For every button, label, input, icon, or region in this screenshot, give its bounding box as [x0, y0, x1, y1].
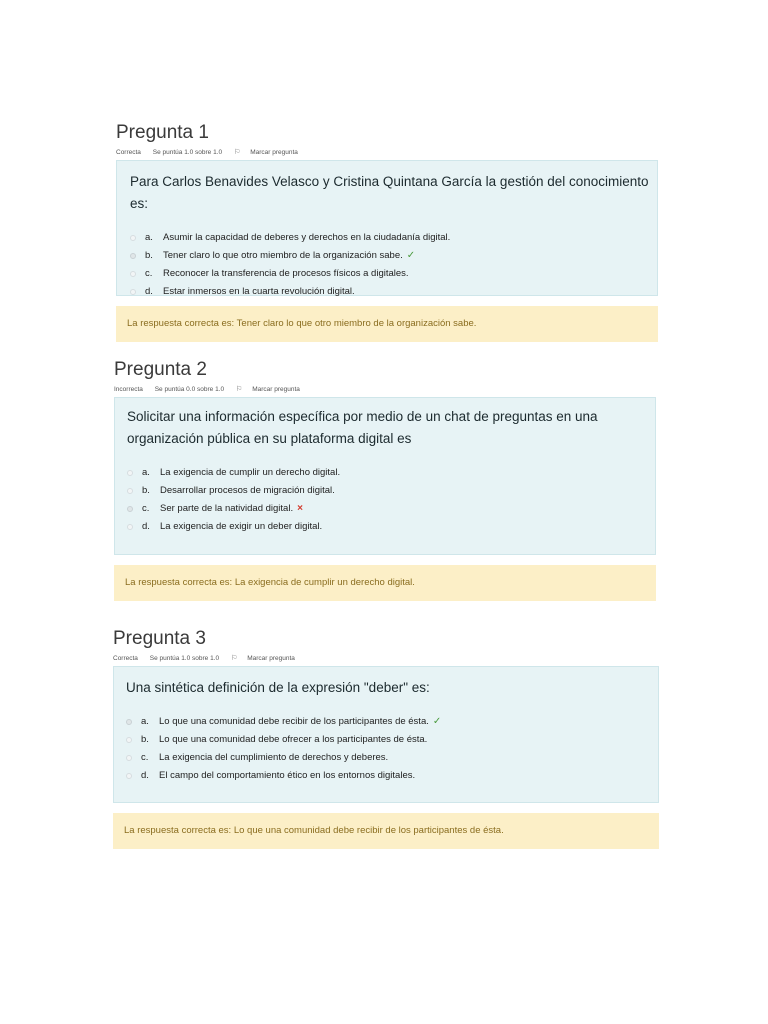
- answer-letter: d.: [141, 770, 149, 781]
- question-title: Pregunta 2: [114, 359, 207, 380]
- flag-icon: ⚐: [230, 655, 238, 662]
- cross-icon: ×: [297, 503, 303, 514]
- answer-option-c[interactable]: [130, 265, 657, 283]
- question-3: [113, 628, 659, 849]
- answer-letter: c.: [141, 752, 149, 763]
- flag-question-link[interactable]: [234, 149, 308, 156]
- question-2: [114, 359, 656, 601]
- answer-letter: b.: [145, 250, 153, 261]
- question-text-line-2: organización pública en su plataforma digital es: [127, 431, 412, 446]
- radio-button[interactable]: [130, 289, 136, 295]
- answer-option-a[interactable]: [126, 713, 658, 731]
- answer-option-a[interactable]: [127, 464, 655, 482]
- answer-option-c[interactable]: [126, 749, 658, 767]
- answer-text: La exigencia del cumplimiento de derechos y deberes.: [159, 752, 389, 763]
- answer-list: [130, 229, 657, 301]
- answer-option-d[interactable]: [127, 518, 655, 536]
- answer-list: [126, 713, 658, 785]
- question-text: Para Carlos Benavides Velasco y Cristina Quintana García la gestión del conocimiento es:: [130, 174, 649, 211]
- check-icon: ✓: [406, 250, 416, 261]
- question-title: Pregunta 3: [113, 628, 206, 649]
- answer-option-b[interactable]: [126, 731, 658, 749]
- correct-answer-feedback: La respuesta correcta es: Tener claro lo que otro miembro de la organización sabe.: [116, 306, 658, 342]
- radio-button[interactable]: [126, 773, 132, 779]
- answer-option-c[interactable]: [127, 500, 655, 518]
- answer-letter: a.: [141, 716, 149, 727]
- answer-option-d[interactable]: [126, 767, 658, 785]
- radio-button[interactable]: [127, 488, 133, 494]
- answer-text: Reconocer la transferencia de procesos físicos a digitales.: [163, 268, 409, 279]
- flag-question-link[interactable]: [236, 386, 310, 393]
- answer-text: Desarrollar procesos de migración digital.: [160, 485, 335, 496]
- radio-button-selected[interactable]: [126, 719, 132, 725]
- answer-text: La exigencia de exigir un deber digital.: [160, 521, 323, 532]
- answer-option-b[interactable]: [130, 247, 657, 265]
- radio-button[interactable]: [127, 524, 133, 530]
- answer-letter: d.: [145, 286, 153, 297]
- answer-text: La exigencia de cumplir un derecho digital.: [160, 467, 341, 478]
- question-score: Se puntúa 1.0 sobre 1.0: [152, 149, 223, 156]
- question-box: [113, 666, 659, 803]
- question-text: Una sintética definición de la expresión "deber" es:: [126, 680, 430, 695]
- answer-option-b[interactable]: [127, 482, 655, 500]
- question-info: [116, 148, 658, 158]
- question-1: [116, 122, 658, 342]
- flag-icon: ⚐: [233, 149, 241, 156]
- answer-option-d[interactable]: [130, 283, 657, 301]
- answer-text: Lo que una comunidad debe recibir de los participantes de ésta.: [159, 716, 429, 727]
- flag-icon: ⚐: [235, 386, 243, 393]
- answer-letter: b.: [142, 485, 150, 496]
- flag-question-link[interactable]: [231, 655, 305, 662]
- answer-text: Lo que una comunidad debe ofrecer a los participantes de ésta.: [159, 734, 428, 745]
- answer-letter: c.: [145, 268, 153, 279]
- radio-button[interactable]: [126, 755, 132, 761]
- answer-letter: b.: [141, 734, 149, 745]
- flag-question-label: Marcar pregunta: [250, 149, 298, 156]
- answer-text: Ser parte de la natividad digital.: [160, 503, 294, 514]
- answer-letter: a.: [142, 467, 150, 478]
- question-info: [114, 385, 656, 395]
- correct-answer-feedback: La respuesta correcta es: Lo que una comunidad debe recibir de los participantes de ésta.: [113, 813, 659, 849]
- radio-button[interactable]: [130, 271, 136, 277]
- question-status: Incorrecta: [114, 386, 143, 393]
- radio-button-selected[interactable]: [130, 253, 136, 259]
- question-score: Se puntúa 1.0 sobre 1.0: [149, 655, 220, 662]
- radio-button-selected[interactable]: [127, 506, 133, 512]
- answer-text: El campo del comportamiento ético en los entornos digitales.: [159, 770, 416, 781]
- question-box: [114, 397, 656, 555]
- radio-button[interactable]: [126, 737, 132, 743]
- question-text: [127, 406, 655, 450]
- answer-text: Tener claro lo que otro miembro de la organización sabe.: [163, 250, 403, 261]
- question-box: [116, 160, 658, 296]
- answer-option-a[interactable]: [130, 229, 657, 247]
- radio-button[interactable]: [127, 470, 133, 476]
- radio-button[interactable]: [130, 235, 136, 241]
- question-title: Pregunta 1: [116, 122, 209, 143]
- question-text-line-1: Solicitar una información específica por medio de un chat de preguntas en una: [127, 409, 598, 424]
- answer-text: Asumir la capacidad de deberes y derechos en la ciudadanía digital.: [163, 232, 451, 243]
- flag-question-label: Marcar pregunta: [247, 655, 295, 662]
- flag-question-label: Marcar pregunta: [252, 386, 300, 393]
- question-status: Correcta: [116, 149, 141, 156]
- question-info: [113, 654, 659, 664]
- answer-letter: a.: [145, 232, 153, 243]
- check-icon: ✓: [432, 716, 442, 727]
- answer-list: [127, 464, 655, 536]
- correct-answer-feedback: La respuesta correcta es: La exigencia de cumplir un derecho digital.: [114, 565, 656, 601]
- answer-letter: c.: [142, 503, 150, 514]
- answer-text: Estar inmersos en la cuarta revolución digital.: [163, 286, 355, 297]
- question-status: Correcta: [113, 655, 138, 662]
- question-score: Se puntúa 0.0 sobre 1.0: [154, 386, 225, 393]
- answer-letter: d.: [142, 521, 150, 532]
